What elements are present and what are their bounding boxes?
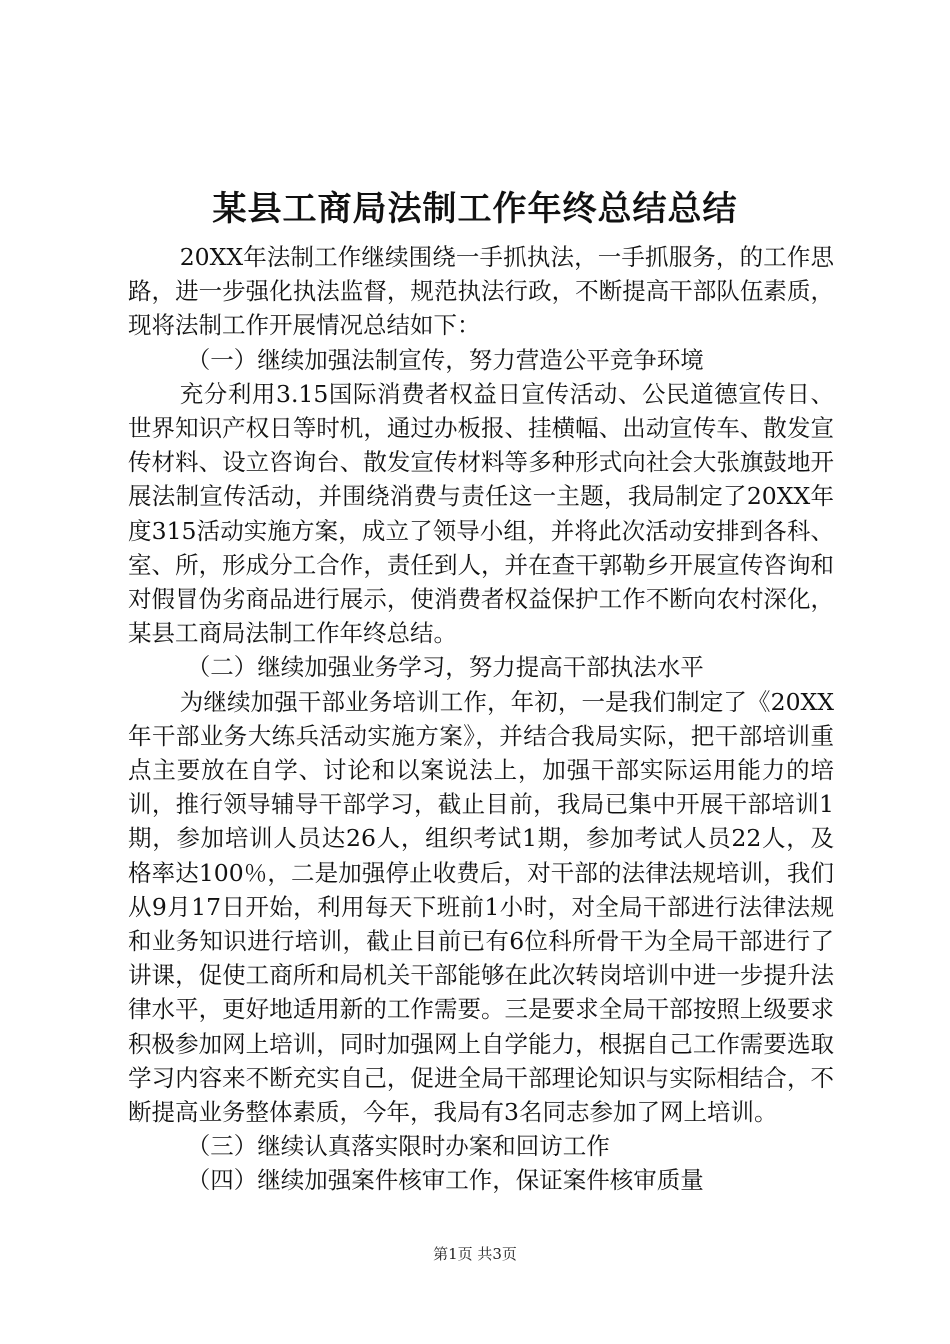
- section-body-2: 为继续加强干部业务培训工作，年初，一是我们制定了《20XX年干部业务大练兵活动实施方案》，并结合我局实际，把干部培训重点主要放在自学、讨论和以案说法上，加强干部实际运用能力的培训，推行领导辅导干部学习，截止目前，我局已集中开展干部培训1期，参加培训人员达26人，组织考试1期，参加考试人员22人，及格率达100％，二是加强停止收费后，对干部的法律法规培训，我们从9月17日开始，利用每天下班前1小时，对全局干部进行法律法规和业务知识进行培训，截止目前已有6位科所骨干为全局干部进行了讲课，促使工商所和局机关干部能够在此次转岗培训中进一步提升法律水平，更好地适用新的工作需要。三是要求全局干部按照上级要求积极参加网上培训，同时加强网上自学能力，根据自己工作需要选取学习内容来不断充实自己，促进全局干部理论知识与实际相结合，不断提高业务整体素质，今年，我局有3名同志参加了网上培训。: [128, 687, 834, 1127]
- section-heading-1: （一）继续加强法制宣传，努力营造公平竞争环境: [186, 345, 704, 374]
- document-title: 某县工商局法制工作年终总结总结: [212, 189, 738, 229]
- section-heading-3: （三）继续认真落实限时办案和回访工作: [186, 1132, 610, 1161]
- intro-paragraph: 20XX年法制工作继续围绕一手抓执法，一手抓服务，的工作思路，进一步强化执法监督，规范执法行政，不断提高干部队伍素质，现将法制工作开展情况总结如下：: [128, 243, 834, 340]
- document-body: [128, 240, 834, 1198]
- section-heading-4: （四）继续加强案件核审工作，保证案件核审质量: [186, 1166, 704, 1195]
- section-body-1: 充分利用3.15国际消费者权益日宣传活动、公民道德宣传日、世界知识产权日等时机，通过办板报、挂横幅、出动宣传车、散发宣传材料、设立咨询台、散发宣传材料等多种形式向社会大张旗鼓地开展法制宣传活动，并围绕消费与责任这一主题，我局制定了20XX年度315活动实施方案，成立了领导小组，并将此次活动安排到各科、室、所，形成分工合作，责任到人，并在查干郭勒乡开展宣传咨询和对假冒伪劣商品进行展示，使消费者权益保护工作不断向农村深化，某县工商局法制工作年终总结。: [128, 379, 834, 648]
- page-indicator: 第1页 共3页: [433, 1245, 517, 1263]
- section-heading-2: （二）继续加强业务学习，努力提高干部执法水平: [186, 653, 704, 682]
